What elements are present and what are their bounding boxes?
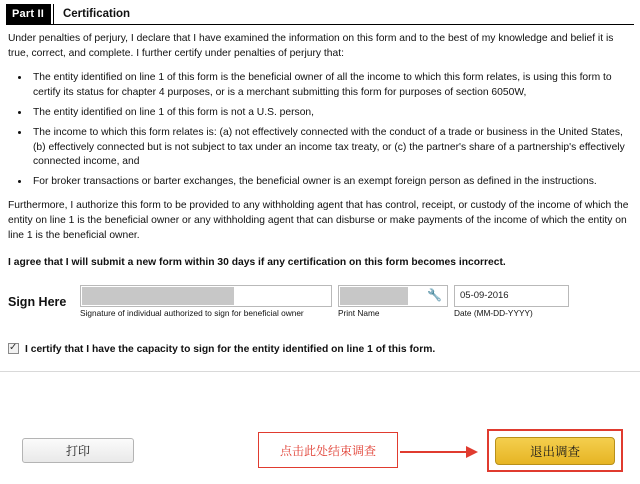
signature-filled-region [82, 287, 234, 305]
part-badge: Part II [6, 4, 51, 24]
certify-capacity-row[interactable] [8, 343, 632, 356]
exit-survey-button[interactable]: 退出调查 [495, 437, 615, 465]
list-item: • The entity identified on line 1 of this form is the beneficial owner of all the income to which this form relates, is using this form to certify its status for chapter 4 purposes, or is a merchant submitting this form for purposes of section 6050W, [30, 71, 632, 101]
list-item: • The income to which this form relates is: (a) not effectively connected with the conduct of a trade or business in the United States, (b) effectively connected but is not subject to tax under an income tax treaty, or (c) the partner's share of a partnership's effectively connected income, and [30, 126, 632, 171]
signature-field-group [80, 285, 332, 319]
print-name-input[interactable] [338, 285, 448, 307]
exit-button-highlight [487, 429, 623, 472]
date-field-group [454, 285, 569, 319]
agreement-paragraph: I agree that I will submit a new form within 30 days if any certification on this form becomes incorrect. [8, 257, 506, 269]
sign-here-label: Sign Here [8, 294, 67, 309]
certify-capacity-label: I certify that I have the capacity to sign for the entity identified on line 1 of this form. [25, 343, 436, 355]
date-input[interactable] [454, 285, 569, 307]
arrow-icon [400, 448, 482, 456]
wrench-icon[interactable]: 🔧 [427, 287, 442, 302]
certify-capacity-checkbox[interactable] [8, 343, 19, 354]
print-name-filled-region [340, 287, 408, 305]
part-title: Certification [53, 4, 130, 24]
certification-bullet-list [8, 71, 632, 190]
bottom-action-area [0, 372, 640, 484]
arrow-head [466, 446, 478, 458]
certification-intro-text: Under penalties of perjury, I declare that I have examined the information on this form and to the best of my knowledge and belief it is true, correct, and complete. I further certify under penalties of perjury that: [8, 33, 614, 59]
signature-row [8, 285, 632, 331]
part-header [6, 4, 634, 25]
print-name-field-group [338, 285, 448, 319]
list-item: • For broker transactions or barter exchanges, the beneficial owner is an exempt foreign person as defined in the instructions. [30, 175, 632, 190]
date-caption: Date (MM-DD-YYYY) [454, 307, 533, 318]
annotation-callout: 点击此处结束调查 [258, 432, 398, 468]
list-item: • The entity identified on line 1 of this form is not a U.S. person, [30, 106, 632, 121]
arrow-shaft [400, 451, 468, 453]
print-button[interactable]: 打印 [22, 438, 134, 463]
print-name-caption: Print Name [338, 307, 380, 318]
signature-input[interactable] [80, 285, 332, 307]
date-value: 05-09-2016 [460, 289, 509, 301]
signature-caption: Signature of individual authorized to sign for beneficial owner [80, 307, 304, 318]
furthermore-paragraph: Furthermore, I authorize this form to be provided to any withholding agent that has control, receipt, or custody of the income of which the entity on line 1 is the beneficial owner or any withholding agent that can disburse or make payments of the income of which the entity on line 1 is the beneficial owner. [8, 200, 629, 242]
